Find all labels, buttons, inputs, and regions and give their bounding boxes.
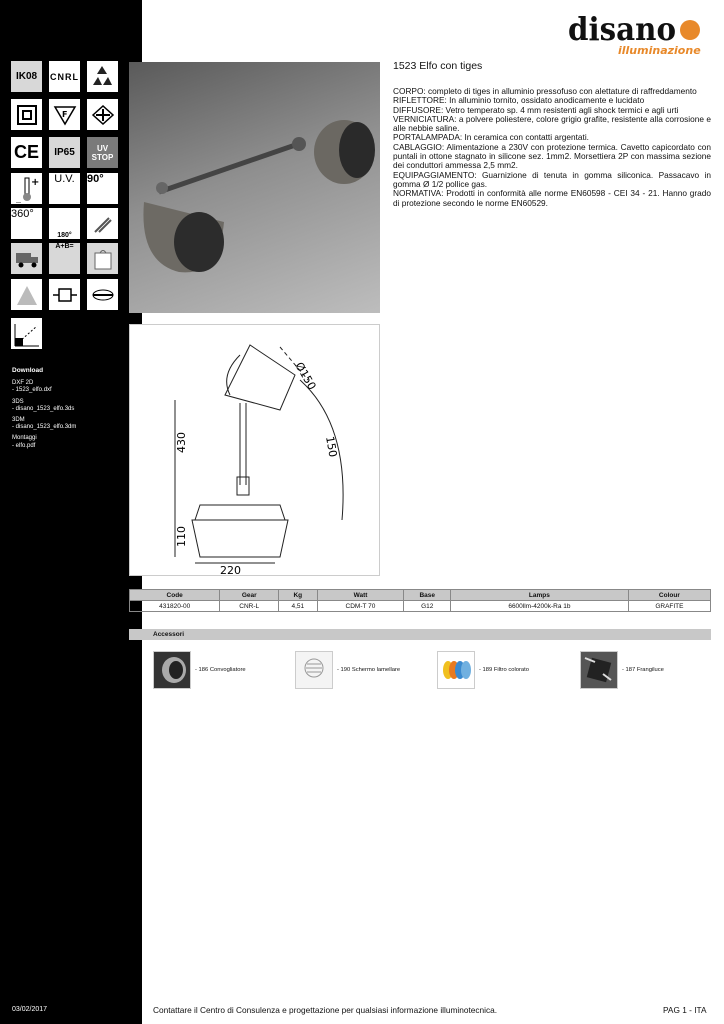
color-filter-icon <box>437 651 475 689</box>
cell-gear: CNR-L <box>220 601 279 612</box>
svg-text:+: + <box>30 176 39 188</box>
download-label: Montaggi <box>12 435 37 442</box>
wiring-icon <box>49 279 80 310</box>
cnrl-icon <box>49 61 80 92</box>
ik08-label: IK08 <box>15 71 38 82</box>
dim-width-label: 220 <box>220 564 241 575</box>
desc-normativa: NORMATIVA: Prodotti in conformità alle norme EN60598 - CEI 34 - 21. Hanno grado di protezione secondo le norme EN60529. <box>393 188 711 208</box>
tilt-90-icon <box>87 173 118 204</box>
download-label: 3DM <box>12 417 25 424</box>
cell-watt: CDM-T 70 <box>317 601 404 612</box>
hot-surface-icon <box>87 99 118 130</box>
table-row <box>130 601 711 612</box>
download-montaggi[interactable] <box>12 435 136 449</box>
uv-resistant-icon <box>49 173 80 204</box>
document-date: 03/02/2017 <box>12 1006 48 1013</box>
accessory-label: - 186 Convogliatore <box>195 666 246 673</box>
accessory-item[interactable] <box>153 650 246 689</box>
rotation-180-icon <box>49 208 80 239</box>
uv-label: U.V. <box>54 173 75 185</box>
ce-mark-icon <box>11 137 42 168</box>
svg-text:F: F <box>61 109 67 119</box>
download-3ds[interactable] <box>12 399 136 413</box>
col-base: Base <box>404 590 451 601</box>
desc-diffusore: DIFFUSORE: Vetro temperato sp. 4 mm resistenti agli shock termici e agli urti <box>393 104 679 115</box>
desc-cablaggio: CABLAGGIO: Alimentazione a 230V con protezione termica. Cavetto capicordato con puntali in ottone stagnato in silicone sez. 1mm2. Morsettiera 2P con massima sezione dei conduttori ammessa 2,5 mm2. <box>393 141 711 171</box>
uv-stop-icon <box>87 137 118 168</box>
rotation-180-label: 180° <box>57 232 72 239</box>
package-icon <box>87 243 118 274</box>
technical-drawing <box>129 324 380 576</box>
class-ii-icon <box>11 99 42 130</box>
tilt-90-label: 90° <box>87 173 104 185</box>
installation-label: A+B= <box>55 243 74 250</box>
beam-icon <box>11 279 42 310</box>
louvre-screen-icon <box>295 651 333 689</box>
col-watt: Watt <box>317 590 404 601</box>
dim-base-label: 110 <box>175 526 188 547</box>
accessories-heading: Accessori <box>129 629 711 640</box>
cnrl-label: CNRL <box>50 71 79 82</box>
footer-contact: Contattare il Centro di Consulenza e progettazione per qualsiasi informazione illuminotecnica. <box>153 1005 498 1015</box>
accessory-item[interactable] <box>437 650 529 689</box>
desc-portalampada: PORTALAMPADA: In ceramica con contatti argentati. <box>393 132 589 143</box>
download-file-link[interactable]: - disano_1523_elfo.3ds <box>12 405 75 412</box>
logo-subtitle: illuminazione <box>618 44 701 57</box>
svg-text:_: _ <box>15 192 21 203</box>
mounting-angle-icon <box>11 318 42 349</box>
barn-door-icon <box>580 651 618 689</box>
cell-base: G12 <box>404 601 451 612</box>
rotation-360-label: 360° <box>11 208 34 220</box>
download-file-link[interactable]: - elfo.pdf <box>12 442 36 449</box>
accessory-label: - 190 Schermo lamellare <box>337 666 401 673</box>
reflector-cone-icon <box>153 651 191 689</box>
product-description <box>393 87 711 208</box>
product-photo <box>129 62 380 313</box>
desc-riflettore: RIFLETTORE: In alluminio tornito, ossidato anodicamente e lucidato <box>393 95 645 106</box>
ik08-icon <box>11 61 42 92</box>
dim-arm-label: 150 <box>323 435 340 459</box>
temperature-icon <box>11 173 42 204</box>
download-label: DXF 2D <box>12 380 34 387</box>
rotation-360-icon <box>11 208 42 239</box>
dim-height-label: 430 <box>175 432 188 453</box>
desc-verniciatura: VERNICIATURA: a polvere poliestere, colore grigio grafite, resistente alla corrosione e alle nebbie saline. <box>393 113 711 134</box>
tools-icon <box>87 208 118 239</box>
installation-icon <box>49 243 80 274</box>
accessory-item[interactable] <box>580 650 664 689</box>
recycle-icon <box>87 61 118 92</box>
ce-label: CE <box>13 142 39 162</box>
download-dxf[interactable] <box>12 380 136 394</box>
col-code: Code <box>130 590 220 601</box>
download-file-link[interactable]: - disano_1523_elfo.3dm <box>12 424 77 431</box>
accessory-item[interactable] <box>295 650 400 689</box>
sidebar <box>0 0 142 1024</box>
cell-code: 431820-00 <box>130 601 220 612</box>
spec-header-row <box>130 590 711 601</box>
download-heading: Download <box>12 367 44 374</box>
desc-corpo: CORPO: completo di tiges in alluminio pressofuso con alettature di raffreddamento <box>393 86 697 96</box>
ip65-icon <box>49 137 80 168</box>
col-lamps: Lamps <box>451 590 629 601</box>
accessory-label: - 187 Frangiluce <box>622 666 664 673</box>
cell-kg: 4,51 <box>279 601 317 612</box>
logo-wordmark: disano <box>568 10 676 48</box>
cell-lamps: 6600llm-4200k-Ra 1b <box>451 601 629 612</box>
disano-logo <box>566 10 706 58</box>
col-colour: Colour <box>628 590 710 601</box>
product-title: 1523 Elfo con tiges <box>393 60 483 72</box>
download-3dm[interactable] <box>12 417 136 431</box>
download-file-link[interactable]: - 1523_elfo.dxf <box>12 387 52 394</box>
page-number: PAG 1 - ITA <box>663 1005 707 1015</box>
desc-equipaggiamento: EQUIPAGGIAMENTO: Guarnizione di tenuta in gomma siliconica. Passacavo in gomma Ø 1/2 pollice gas. <box>393 169 711 189</box>
download-section <box>12 367 136 454</box>
truck-icon <box>11 243 42 274</box>
ip65-label: IP65 <box>54 147 75 158</box>
spec-table <box>129 589 711 612</box>
download-label: 3DS <box>12 398 24 405</box>
col-gear: Gear <box>220 590 279 601</box>
f-mark-icon <box>49 99 80 130</box>
cable-gland-icon <box>87 279 118 310</box>
col-kg: Kg <box>279 590 317 601</box>
cell-colour: GRAFITE <box>628 601 710 612</box>
accessory-label: - 189 Filtro colorato <box>479 666 529 673</box>
dim-diameter-label: Ø150 <box>292 360 319 393</box>
uv-stop-label: UV STOP <box>91 143 114 162</box>
